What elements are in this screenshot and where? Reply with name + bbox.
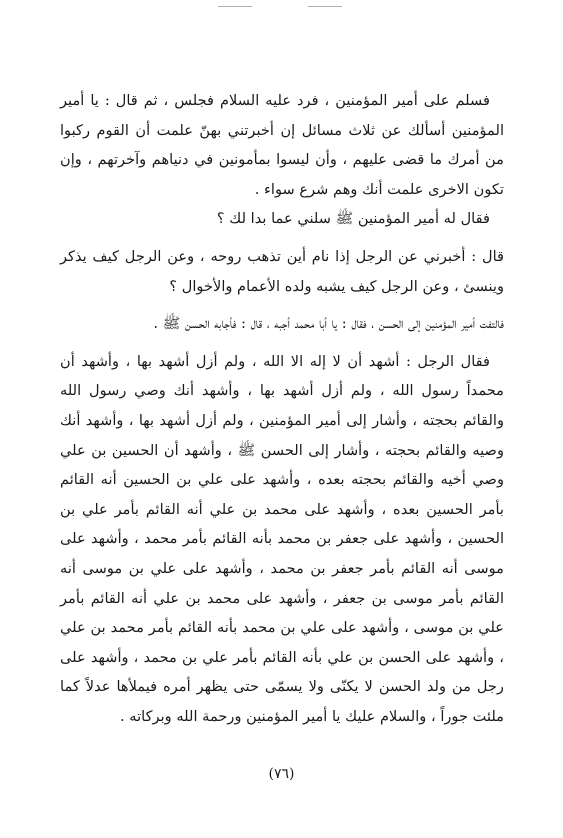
page-body xyxy=(60,86,504,731)
header-rule-right xyxy=(308,6,342,7)
paragraph-testimony: فقال الرجل : أشهد أن لا إله الا الله ، ولم أزل أشهد بها ، وأشهد أن محمداً رسول الله ، ولم أزل أشهد بها ، وأشهد أنك وصي رسول الله والقائم بحجته ، وأشار إلى أمير المؤمنين ، ولم أزل أشهد بها ، وأشهد أنك وصيه والقائم بحجته ، وأشار إلى الحسن ﷺ ، وأشهد أن الحسين بن علي وصي أخيه والقائم بحجته بعده ، وأشهد على علي بن الحسين أنه القائم بأمر الحسين بعده ، وأشهد على محمد بن علي أنه القائم بأمر علي بن الحسين ، وأشهد على جعفر بن محمد بأنه القائم بأمر محمد ، وأشهد على موسى أنه القائم بأمر جعفر بن محمد ، وأشهد على علي بن موسى أنه القائم بأمر موسى بن جعفر ، وأشهد على محمد بن علي أنه القائم بأمر علي بن موسى ، وأشهد على علي بن محمد بأنه القائم بأمر محمد بن علي ، وأشهد على الحسن بن علي بأنه القائم بأمر علي بن محمد ، وأشهد على رجل من ولد الحسن لا يكنّى ولا يسمّى حتى يظهر أمره فيملأها عدلاً كما ملئت جوراً ، والسلام عليك يا أمير المؤمنين ورحمة الله وبركاته . xyxy=(60,352,504,725)
header-rule-left xyxy=(218,6,252,7)
paragraph-greeting: فسلم على أمير المؤمنين ، فرد عليه السلام فجلس ، ثم قال : يا أمير المؤمنين أسألك عن ثلاث مسائل إن أخبرتني بهنّ علمت أن القوم ركبوا من أمرك ما قضى عليهم ، وأن ليسوا بمأمونين في دنياهم وآخرتهم ، وإن تكون الاخرى علمت أنك وهم شرع سواء . xyxy=(60,92,504,198)
paragraph-questions: قال : أخبرني عن الرجل إذا نام أين تذهب روحه ، وعن الرجل كيف يذكر وينسئ ، وعن الرجل كيف يشبه ولده الأعمام والأخوال ؟ xyxy=(60,247,504,295)
paragraph-reply: فقال له أمير المؤمنين ﷺ سلني عما بدا لك ؟ xyxy=(216,210,490,228)
page-number: (٧٦) xyxy=(268,766,295,782)
paragraph-answer-request: فالتفت أمير المؤمنين إلى الحسن ، فقال : يا أبا محمد أجبه ، قال : فأجابه الحسن ﷺ . xyxy=(153,315,504,333)
